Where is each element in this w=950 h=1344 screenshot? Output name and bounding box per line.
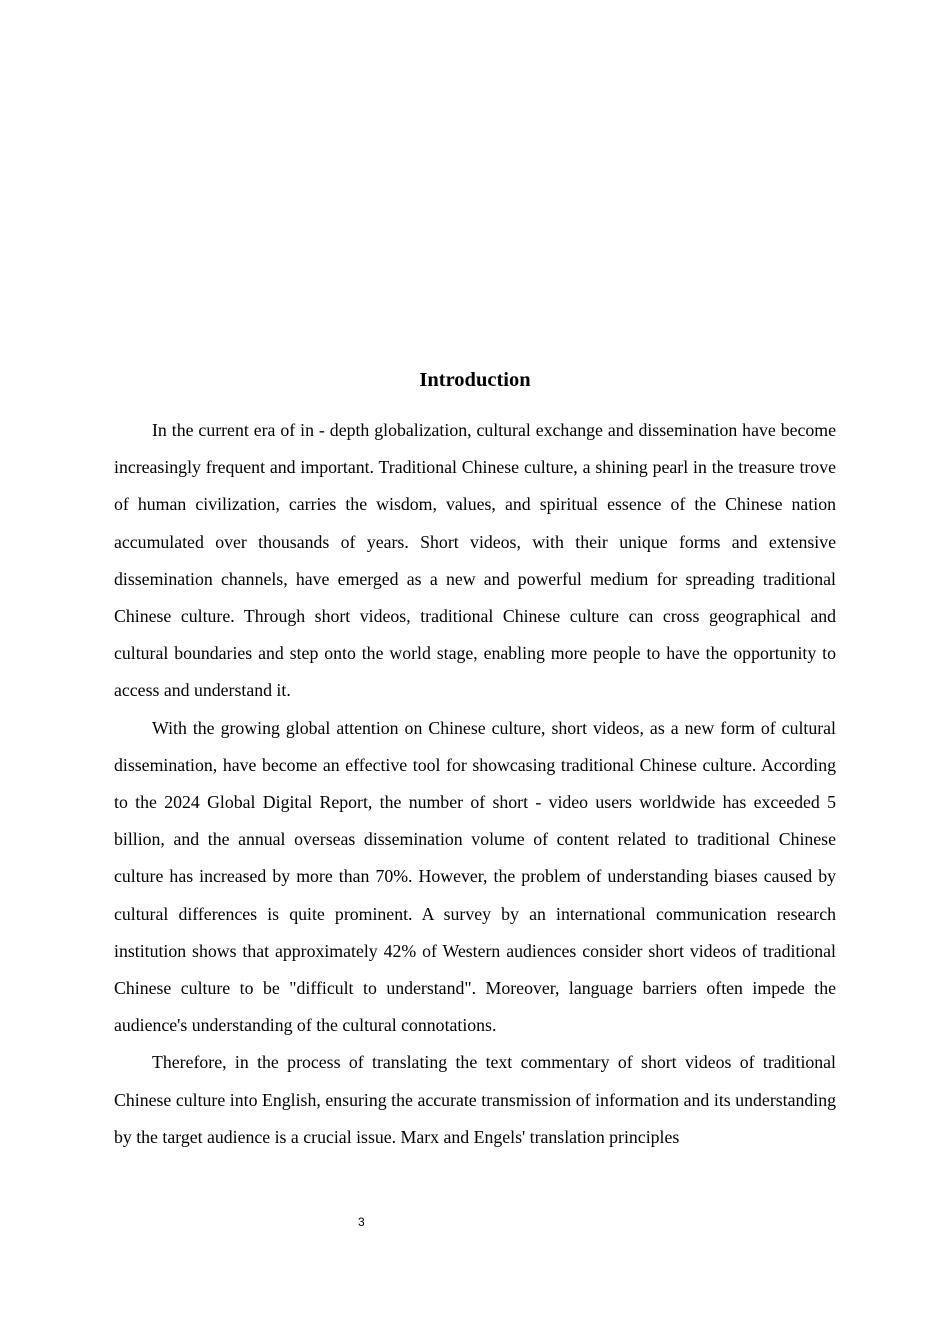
paragraph-2: With the growing global attention on Chinese culture, short videos, as a new form of cultural dissemination, have become an effective tool for showcasing traditional Chinese culture. According to the 2024 Global Digital Report, the number of short - video users worldwide has exceeded 5 billion, and the annual overseas dissemination volume of content related to traditional Chinese culture has increased by more than 70%. However, the problem of understanding biases caused by cultural differences is quite prominent. A survey by an international communication research institution shows that approximately 42% of Western audiences consider short videos of traditional Chinese culture to be "difficult to understand". Moreover, language barriers often impede the audience's understanding of the cultural connotations. <box>114 717 836 1036</box>
page-number: 3 <box>358 1215 365 1229</box>
page-title: Introduction <box>419 369 531 391</box>
body-text <box>114 412 836 1156</box>
paragraph-3: Therefore, in the process of translating the text commentary of short videos of traditional Chinese culture into English, ensuring the accurate transmission of information and its understanding by the target audience is a crucial issue. Marx and Engels' translation principles <box>114 1052 836 1147</box>
paragraph-1: In the current era of in - depth globalization, cultural exchange and dissemination have become increasingly frequent and important. Traditional Chinese culture, a shining pearl in the treasure trove of human civilization, carries the wisdom, values, and spiritual essence of the Chinese nation accumulated over thousands of years. Short videos, with their unique forms and extensive dissemination channels, have emerged as a new and powerful medium for spreading traditional Chinese culture. Through short videos, traditional Chinese culture can cross geographical and cultural boundaries and step onto the world stage, enabling more people to have the opportunity to access and understand it. <box>114 420 836 701</box>
